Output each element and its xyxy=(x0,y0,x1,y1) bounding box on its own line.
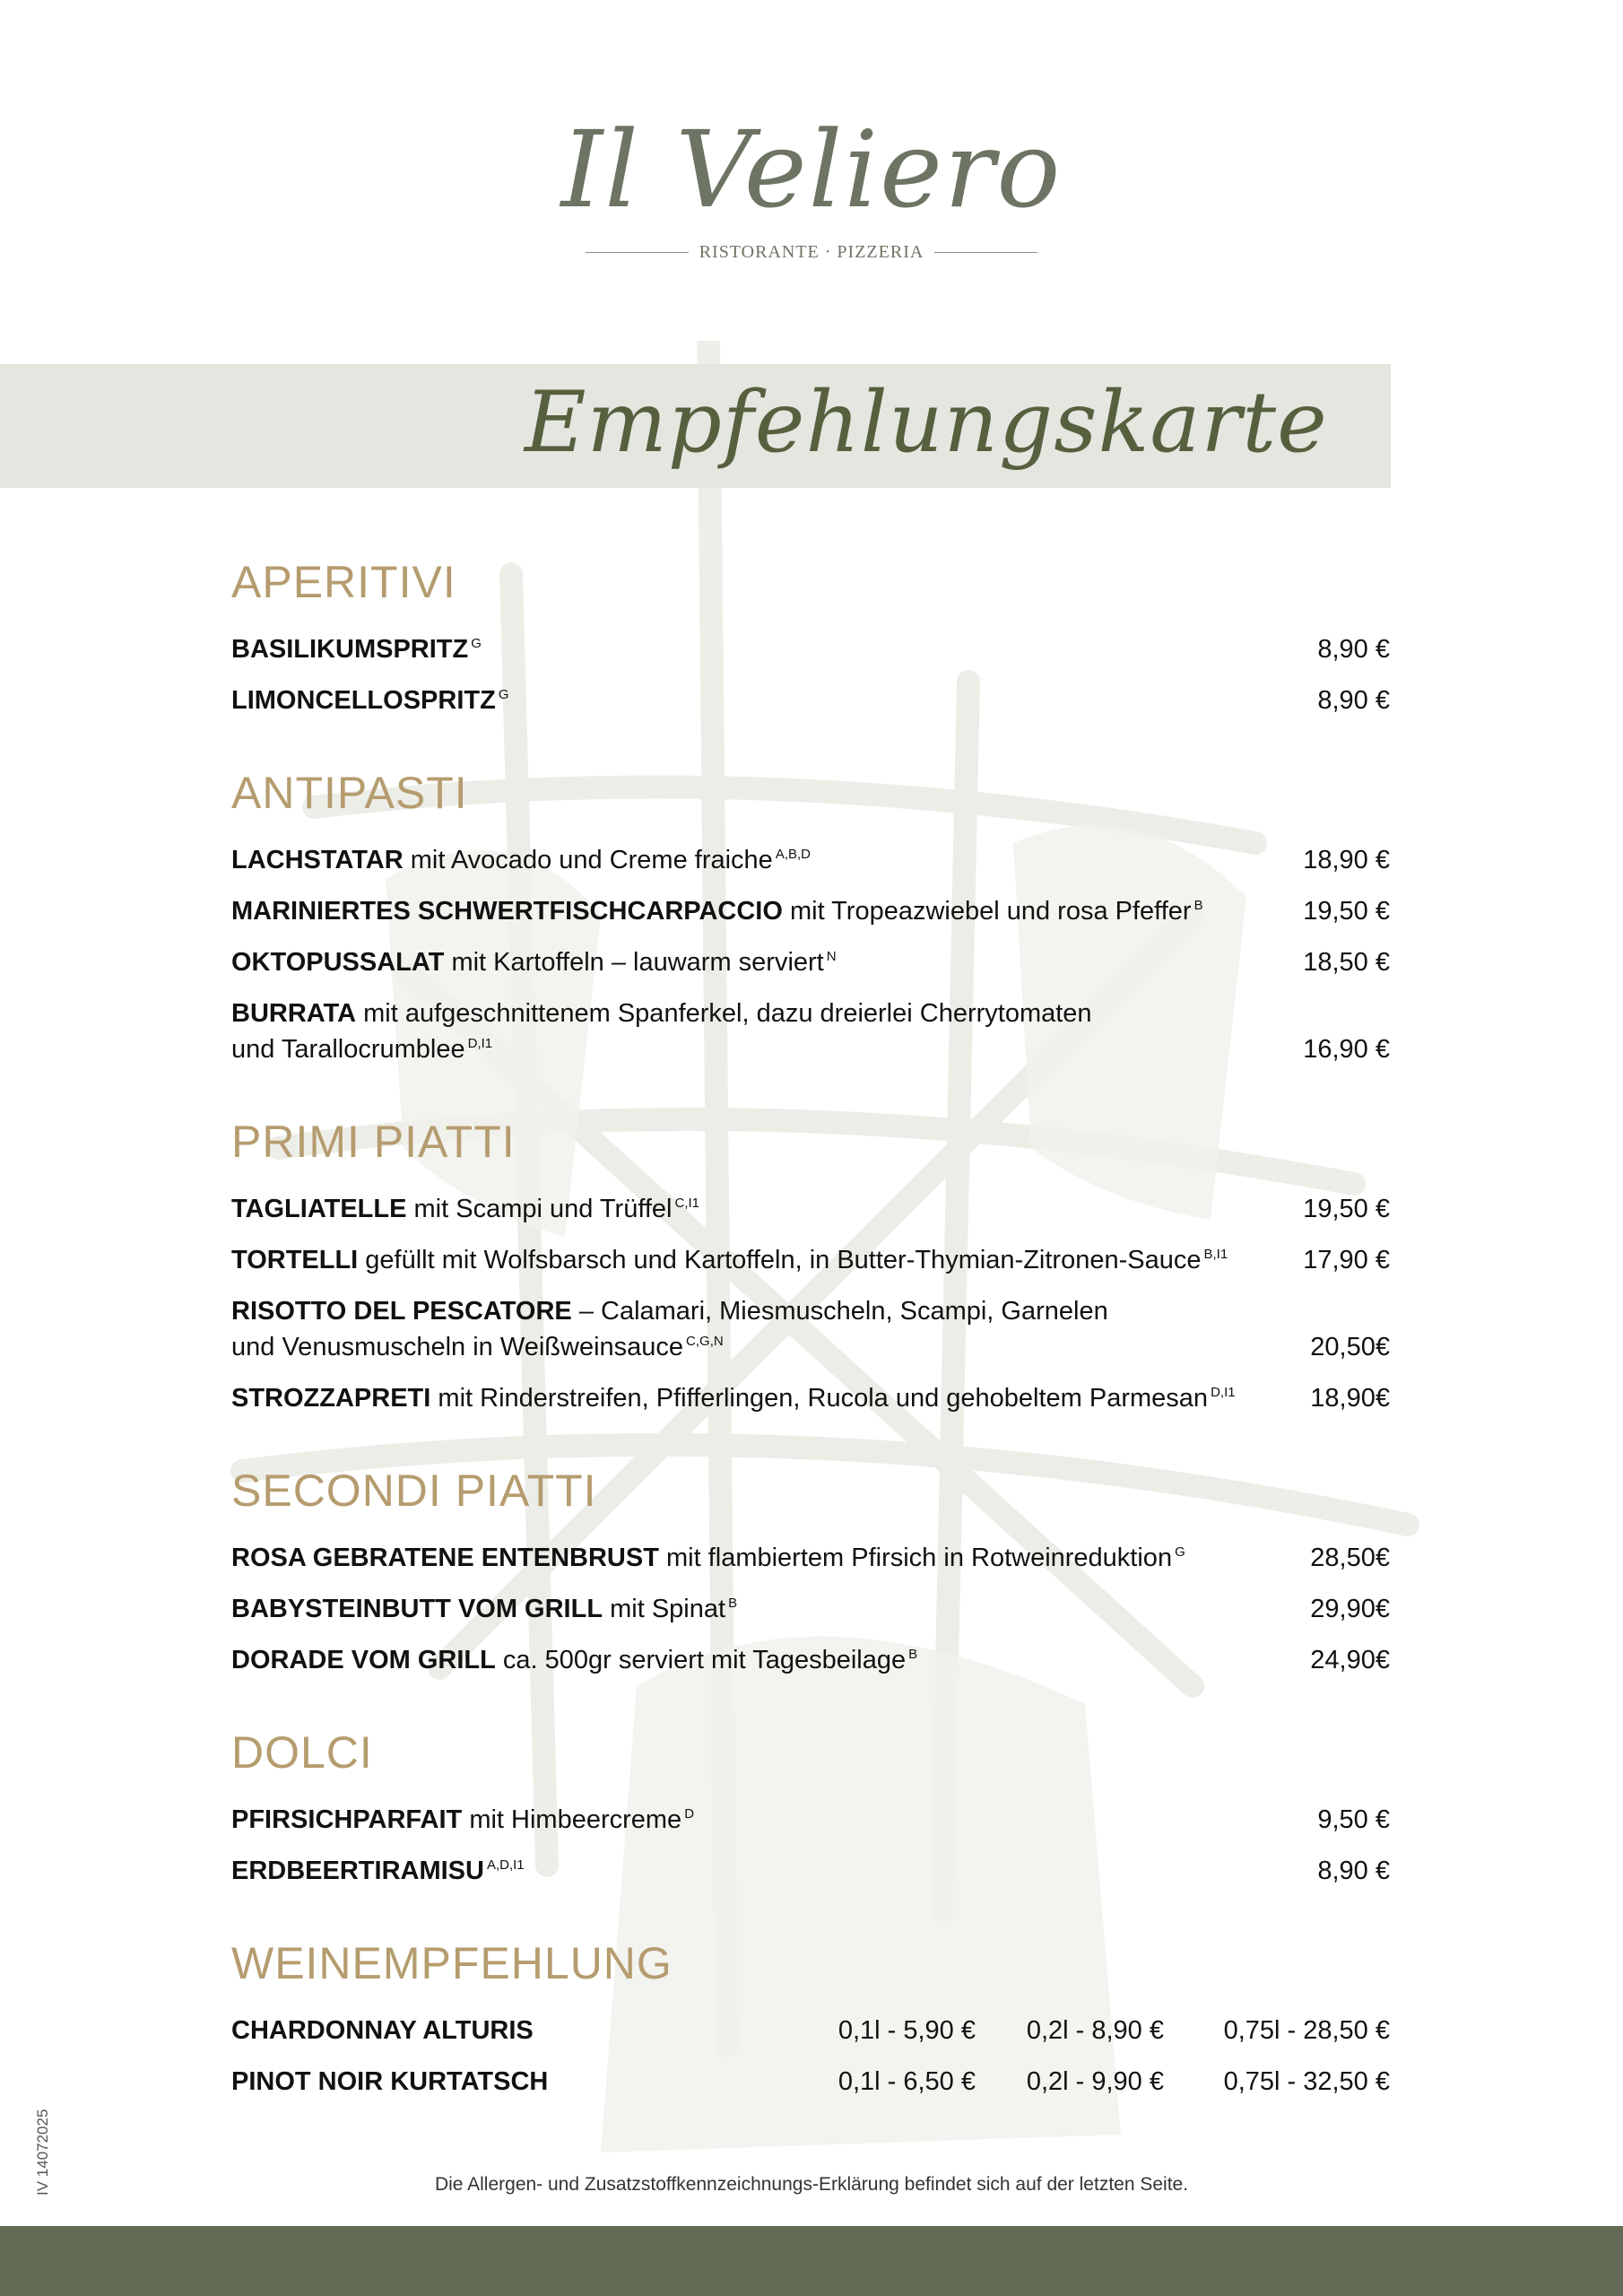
menu-item xyxy=(231,1191,1390,1227)
menu-content xyxy=(231,547,1390,2115)
item-description xyxy=(231,1293,1299,1365)
item-detail: mit Avocado und Creme fraiche xyxy=(410,846,773,874)
section-aperitivi xyxy=(231,557,1390,718)
allergen-codes: G xyxy=(498,687,509,703)
allergen-codes: B xyxy=(908,1647,918,1663)
item-detail-line2: und Venusmuscheln in Weißweinsauce xyxy=(231,1333,684,1361)
item-price: 18,90€ xyxy=(1310,1384,1390,1413)
item-detail: mit Himbeercreme xyxy=(469,1805,682,1834)
item-price: 8,90 € xyxy=(1317,635,1390,664)
menu-item xyxy=(231,1540,1390,1576)
item-price: 17,90 € xyxy=(1303,1246,1390,1274)
section-title: ANTIPASTI xyxy=(231,768,468,818)
item-description xyxy=(231,893,1292,929)
menu-item xyxy=(231,1380,1390,1416)
item-name: DORADE VOM GRILL xyxy=(231,1646,496,1674)
item-name: ROSA GEBRATENE ENTENBRUST xyxy=(231,1544,659,1572)
title-banner xyxy=(0,364,1391,488)
allergen-codes: D,I1 xyxy=(467,1036,493,1052)
section-weinempfehlung xyxy=(231,1938,1390,2100)
wine-price-01l: 0,1l - 6,50 € xyxy=(838,2067,976,2096)
item-price: 9,50 € xyxy=(1317,1805,1390,1834)
wine-price-02l: 0,2l - 8,90 € xyxy=(1026,2016,1164,2045)
item-description xyxy=(231,996,1292,1067)
section-title: DOLCI xyxy=(231,1727,373,1778)
item-detail: ca. 500gr serviert mit Tagesbeilage xyxy=(502,1646,907,1674)
item-name: RISOTTO DEL PESCATORE xyxy=(231,1297,572,1326)
banner-title: Empfehlungskarte xyxy=(525,374,1328,472)
menu-item xyxy=(231,1802,1390,1838)
menu-item xyxy=(231,683,1390,718)
item-detail: gefüllt mit Wolfsbarsch und Kartoffeln, in Butter-Thymian-Zitronen-Sauce xyxy=(365,1246,1202,1274)
item-detail: mit Tropeazwiebel und rosa Pfeffer xyxy=(789,897,1192,926)
allergen-codes: C,I1 xyxy=(674,1196,700,1212)
menu-item xyxy=(231,996,1390,1067)
section-title: APERITIVI xyxy=(231,557,456,607)
item-detail-line2: und Tarallocrumblee xyxy=(231,1035,465,1064)
item-description xyxy=(231,1591,1299,1627)
wine-price-02l: 0,2l - 9,90 € xyxy=(1026,2067,1164,2096)
allergen-codes: A,D,I1 xyxy=(486,1857,525,1874)
item-detail: mit flambiertem Pfirsich in Rotweinreduktion xyxy=(665,1544,1173,1572)
item-description xyxy=(231,1642,1299,1678)
menu-item xyxy=(231,944,1390,980)
item-detail: mit Rinderstreifen, Pfifferlingen, Rucola und gehobeltem Parmesan xyxy=(438,1384,1209,1413)
allergen-codes: G xyxy=(471,636,482,652)
item-name: BASILIKUMSPRITZ xyxy=(231,635,469,664)
item-price: 18,50 € xyxy=(1303,948,1390,977)
allergen-codes: D,I1 xyxy=(1211,1385,1236,1401)
section-title: WEINEMPFEHLUNG xyxy=(231,1938,673,1988)
item-description xyxy=(231,683,1306,718)
item-price: 29,90€ xyxy=(1310,1595,1390,1623)
item-description xyxy=(231,842,1292,878)
item-detail: – Calamari, Miesmuscheln, Scampi, Garnelen xyxy=(578,1297,1108,1326)
item-name: MARINIERTES SCHWERTFISCHCARPACCIO xyxy=(231,897,783,926)
item-description xyxy=(231,1191,1292,1227)
wine-item xyxy=(231,2013,1390,2048)
item-detail: mit Kartoffeln – lauwarm serviert xyxy=(451,948,824,977)
wine-price-01l: 0,1l - 5,90 € xyxy=(838,2016,976,2045)
allergen-codes: G xyxy=(1175,1544,1185,1561)
section-title: SECONDI PIATTI xyxy=(231,1465,597,1516)
item-name: TORTELLI xyxy=(231,1246,359,1274)
item-price: 8,90 € xyxy=(1317,686,1390,715)
menu-item xyxy=(231,1591,1390,1627)
allergen-codes: C,G,N xyxy=(686,1334,724,1350)
item-name: TAGLIATELLE xyxy=(231,1195,407,1223)
item-description xyxy=(231,1242,1292,1278)
item-name: BABYSTEINBUTT VOM GRILL xyxy=(231,1595,603,1623)
logo-subtitle-row xyxy=(0,242,1623,263)
menu-item xyxy=(231,893,1390,929)
item-name: LACHSTATAR xyxy=(231,846,404,874)
item-price: 28,50€ xyxy=(1310,1544,1390,1572)
item-name: ERDBEERTIRAMISU xyxy=(231,1857,484,1885)
item-description xyxy=(231,1540,1299,1576)
item-description xyxy=(231,1853,1306,1889)
wine-name: PINOT NOIR KURTATSCH xyxy=(231,2067,549,2096)
logo-rule-right xyxy=(934,252,1037,253)
item-name: LIMONCELLOSPRITZ xyxy=(231,686,496,715)
logo-subtitle: RISTORANTE · PIZZERIA xyxy=(699,242,924,262)
restaurant-logo xyxy=(0,108,1623,263)
item-price: 20,50€ xyxy=(1310,1333,1390,1361)
item-detail: mit aufgeschnittenem Spanferkel, dazu dreierlei Cherrytomaten xyxy=(363,999,1092,1028)
wine-price-075l: 0,75l - 28,50 € xyxy=(1223,2016,1390,2045)
section-secondi-piatti xyxy=(231,1465,1390,1678)
allergen-codes: A,B,D xyxy=(775,847,811,863)
item-description xyxy=(231,1380,1299,1416)
item-detail: mit Spinat xyxy=(610,1595,726,1623)
item-description xyxy=(231,631,1306,667)
item-name: STROZZAPRETI xyxy=(231,1384,431,1413)
item-description xyxy=(231,1802,1306,1838)
section-title: PRIMI PIATTI xyxy=(231,1117,516,1167)
menu-item xyxy=(231,631,1390,667)
menu-item xyxy=(231,1853,1390,1889)
section-primi-piatti xyxy=(231,1119,1390,1416)
menu-item xyxy=(231,1642,1390,1678)
logo-name: Il Veliero xyxy=(560,108,1063,231)
item-name: OKTOPUSSALAT xyxy=(231,948,445,977)
item-name: PFIRSICHPARFAIT xyxy=(231,1805,463,1834)
section-antipasti xyxy=(231,770,1390,1067)
wine-price-075l: 0,75l - 32,50 € xyxy=(1223,2067,1390,2096)
menu-item xyxy=(231,1293,1390,1365)
item-price: 19,50 € xyxy=(1303,897,1390,926)
item-price: 8,90 € xyxy=(1317,1857,1390,1885)
allergen-codes: B,I1 xyxy=(1203,1247,1228,1263)
section-dolci xyxy=(231,1727,1390,1889)
allergen-codes: N xyxy=(826,949,837,965)
allergen-codes: B xyxy=(1193,898,1203,914)
item-description xyxy=(231,944,1292,980)
footer-bar xyxy=(0,2226,1623,2296)
document-code: IV 14072025 xyxy=(34,2109,51,2196)
wine-name: CHARDONNAY ALTURIS xyxy=(231,2016,534,2045)
item-detail: mit Scampi und Trüffel xyxy=(413,1195,673,1223)
item-price: 19,50 € xyxy=(1303,1195,1390,1223)
item-price: 16,90 € xyxy=(1303,1035,1390,1064)
wine-item xyxy=(231,2064,1390,2100)
logo-rule-left xyxy=(586,252,689,253)
menu-item xyxy=(231,842,1390,878)
allergen-footnote: Die Allergen- und Zusatzstoffkennzeichnungs-Erklärung befindet sich auf der letzten Seite. xyxy=(434,2174,1189,2195)
allergen-codes: D xyxy=(684,1806,695,1822)
menu-item xyxy=(231,1242,1390,1278)
item-price: 24,90€ xyxy=(1310,1646,1390,1674)
item-name: BURRATA xyxy=(231,999,357,1028)
item-price: 18,90 € xyxy=(1303,846,1390,874)
allergen-codes: B xyxy=(728,1596,738,1612)
